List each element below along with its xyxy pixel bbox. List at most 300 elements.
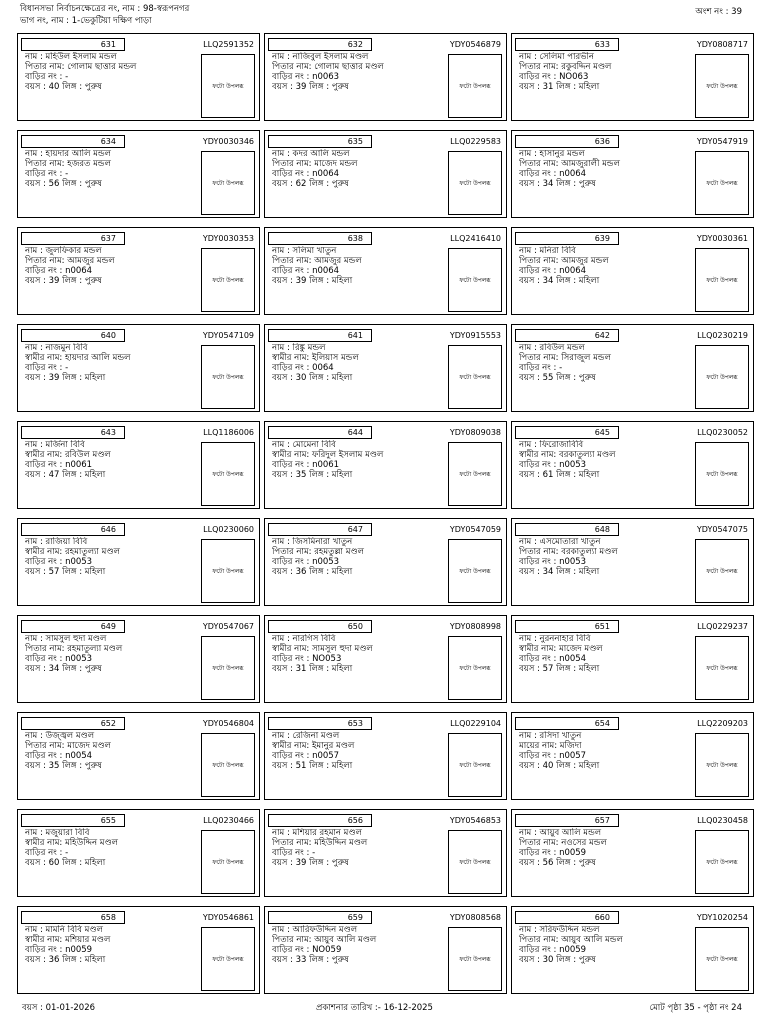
relation-name: পিতার নাম: মাজেদ মণ্ডল (25, 741, 111, 751)
epic-number: LLQ2591352 (203, 40, 254, 49)
epic-number: YDY0547067 (202, 622, 254, 631)
voter-name: নাম : হায়দার আলি মন্ডল (25, 149, 111, 159)
house-number: বাড়ির নং : NO063 (519, 72, 589, 82)
photo-label: ফটো উপলব্ধ (212, 276, 244, 284)
relation-name: স্বামীর নাম: সামসুল হুদা মণ্ডল (272, 644, 373, 654)
photo-box (201, 927, 255, 991)
photo-box (201, 442, 255, 506)
photo-label: ফটো উপলব্ধ (459, 858, 491, 866)
age-gender: বয়স : 34 লিঙ্গ : মহিলা (519, 276, 600, 286)
epic-number: LLQ1186006 (203, 428, 254, 437)
serial-number: 639 (515, 232, 619, 245)
voter-details (519, 440, 694, 480)
photo-box (695, 442, 749, 506)
age-gender: বয়স : 39 লিঙ্গ : পুরুষ (272, 82, 349, 92)
photo-label: ফটো উপলব্ধ (212, 567, 244, 575)
voter-details (519, 52, 694, 92)
voter-card (511, 809, 754, 897)
section-label: অংশ নং : 39 (695, 7, 742, 17)
epic-number: YDY0547109 (202, 331, 254, 340)
voter-name: নাম : মোমেনা বিবি (272, 440, 336, 450)
serial-number: 645 (515, 426, 619, 439)
serial-number: 631 (21, 38, 125, 51)
voter-card-grid (17, 33, 754, 994)
age-as-on-date: বয়স : 01-01-2026 (22, 1003, 96, 1013)
serial-number: 649 (21, 620, 125, 633)
voter-card (264, 227, 507, 315)
age-gender: বয়স : 39 লিঙ্গ : মহিলা (272, 276, 353, 286)
photo-box (448, 151, 502, 215)
epic-number: YDY0030346 (202, 137, 254, 146)
epic-number: YDY0546853 (449, 816, 501, 825)
photo-label: ফটো উপলব্ধ (706, 761, 738, 769)
voter-card (17, 809, 260, 897)
photo-label: ফটো উপলব্ধ (706, 470, 738, 478)
photo-label: ফটো উপলব্ধ (459, 761, 491, 769)
photo-label: ফটো উপলব্ধ (459, 470, 491, 478)
photo-box (695, 248, 749, 312)
photo-box (695, 733, 749, 797)
photo-box (448, 733, 502, 797)
voter-details (519, 246, 694, 286)
relation-name: স্বামীর নাম: ফরিদুল ইসলাম মণ্ডল (272, 450, 384, 460)
photo-box (201, 248, 255, 312)
voter-name: নাম : মর্জিনা বিবি (25, 440, 85, 450)
house-number: বাড়ির নং : n0057 (519, 751, 587, 761)
serial-number: 644 (268, 426, 372, 439)
house-number: বাড়ির নং : n0064 (272, 266, 340, 276)
epic-number: YDY0546861 (202, 913, 254, 922)
age-gender: বয়স : 56 লিঙ্গ : পুরুষ (519, 858, 596, 868)
serial-number: 648 (515, 523, 619, 536)
photo-label: ফটো উপলব্ধ (459, 276, 491, 284)
relation-name: পিতার নাম: আয়ুব আলি মন্ডল (519, 935, 623, 945)
age-gender: বয়স : 33 লিঙ্গ : পুরুষ (272, 955, 349, 965)
voter-name: নাম : সলিমা খাতুন (272, 246, 337, 256)
photo-box (201, 345, 255, 409)
age-gender: বয়স : 62 লিঙ্গ : পুরুষ (272, 179, 349, 189)
serial-number: 651 (515, 620, 619, 633)
serial-number: 654 (515, 717, 619, 730)
age-gender: বয়স : 36 লিঙ্গ : মহিলা (25, 955, 106, 965)
photo-box (695, 927, 749, 991)
voter-details (25, 440, 200, 480)
age-gender: বয়স : 39 লিঙ্গ : পুরুষ (272, 858, 349, 868)
voter-card (511, 324, 754, 412)
voter-name: নাম : রসিদা খাতুন (519, 731, 582, 741)
voter-details (272, 828, 447, 868)
serial-number: 635 (268, 135, 372, 148)
relation-name: পিতার নাম: রহমাতুল্যা মণ্ডল (25, 644, 123, 654)
voter-name: নাম : নারগিস বিবি (272, 634, 336, 644)
house-number: বাড়ির নং : - (25, 72, 69, 82)
epic-number: LLQ2209203 (697, 719, 748, 728)
voter-details (25, 731, 200, 771)
photo-label: ফটো উপলব্ধ (706, 276, 738, 284)
epic-number: LLQ2416410 (450, 234, 501, 243)
epic-number: YDY0547059 (449, 525, 501, 534)
epic-number: LLQ0230060 (203, 525, 254, 534)
relation-name: পিতার নাম: মহিউদ্দিন মণ্ডল (272, 838, 368, 848)
voter-details (519, 634, 694, 674)
voter-name: নাম : আরিফউদ্দিন মণ্ডল (272, 925, 358, 935)
age-gender: বয়স : 35 লিঙ্গ : মহিলা (272, 470, 353, 480)
voter-card (511, 227, 754, 315)
age-gender: বয়স : 31 লিঙ্গ : মহিলা (519, 82, 600, 92)
house-number: বাড়ির নং : n0053 (25, 557, 93, 567)
voter-details (272, 634, 447, 674)
voter-card (264, 324, 507, 412)
photo-label: ফটো উপলব্ধ (212, 373, 244, 381)
relation-name: পিতার নাম: আমজুর মন্ডল (25, 256, 115, 266)
voter-details (272, 731, 447, 771)
serial-number: 650 (268, 620, 372, 633)
house-number: বাড়ির নং : n0054 (25, 751, 93, 761)
age-gender: বয়স : 31 লিঙ্গ : মহিলা (272, 664, 353, 674)
relation-name: পিতার নাম: রহমতুল্লা মণ্ডল (272, 547, 364, 557)
house-number: বাড়ির নং : - (25, 363, 69, 373)
serial-number: 656 (268, 814, 372, 827)
house-number: বাড়ির নং : n0064 (272, 169, 340, 179)
house-number: বাড়ির নং : - (519, 363, 563, 373)
house-number: বাড়ির নং : - (25, 848, 69, 858)
age-gender: বয়স : 51 লিঙ্গ : মহিলা (272, 761, 353, 771)
age-gender: বয়স : 30 লিঙ্গ : পুরুষ (519, 955, 596, 965)
serial-number: 646 (21, 523, 125, 536)
voter-name: নাম : নাজিবুল ইসলাম মণ্ডল (272, 52, 369, 62)
voter-name: নাম : মনিরা বিবি (519, 246, 576, 256)
voter-name: নাম : রিঙ্কু মন্ডল (272, 343, 326, 353)
voter-name: নাম : সরিফউদ্দিন মন্ডল (519, 925, 600, 935)
voter-card (17, 324, 260, 412)
voter-card (17, 130, 260, 218)
photo-label: ফটো উপলব্ধ (706, 567, 738, 575)
photo-label: ফটো উপলব্ধ (459, 955, 491, 963)
voter-details (25, 149, 200, 189)
epic-number: YDY1020254 (696, 913, 748, 922)
voter-details (272, 52, 447, 92)
voter-name: নাম : এসমোতারা খাতুন (519, 537, 601, 547)
relation-name: পিতার নাম: সিরাজুল মন্ডল (519, 353, 611, 363)
relation-name: স্বামীর নাম: হায়দার আলি মন্ডল (25, 353, 131, 363)
voter-name: নাম : নুরননাহার বিবি (519, 634, 591, 644)
photo-box (448, 636, 502, 700)
relation-name: পিতার নাম: গোলাম ছাত্তার মন্ডল (25, 62, 137, 72)
epic-number: YDY0809038 (449, 428, 501, 437)
age-gender: বয়স : 60 লিঙ্গ : মহিলা (25, 858, 106, 868)
photo-box (695, 539, 749, 603)
voter-card (264, 809, 507, 897)
house-number: বাড়ির নং : n0063 (272, 72, 340, 82)
voter-card (511, 33, 754, 121)
voter-card (264, 421, 507, 509)
voter-details (272, 440, 447, 480)
constituency-line: বিধানসভা নির্বাচনক্ষেত্রের নং, নাম : 98-স্বরূপনগর (20, 4, 190, 14)
photo-label: ফটো উপলব্ধ (212, 761, 244, 769)
photo-box (695, 830, 749, 894)
photo-label: ফটো উপলব্ধ (706, 955, 738, 963)
voter-card (511, 712, 754, 800)
relation-name: স্বামীর নাম: বরকাতুল্যা মণ্ডল (519, 450, 616, 460)
house-number: বাড়ির নং : n0059 (25, 945, 93, 955)
voter-card (511, 518, 754, 606)
voter-name: নাম : মামনি বিবি মণ্ডল (25, 925, 103, 935)
relation-name: পিতার নাম: নওসের মন্ডল (519, 838, 607, 848)
house-number: বাড়ির নং : NO053 (272, 654, 342, 664)
house-number: বাড়ির নং : n0054 (519, 654, 587, 664)
voter-name: নাম : আয়ুব আলি মন্ডল (519, 828, 602, 838)
voter-details (519, 537, 694, 577)
photo-box (695, 54, 749, 118)
epic-number: YDY0030361 (696, 234, 748, 243)
house-number: বাড়ির নং : - (25, 169, 69, 179)
photo-box (695, 636, 749, 700)
voter-details (25, 634, 200, 674)
relation-name: পিতার নাম: আমজুর মন্ডল (519, 256, 609, 266)
relation-name: পিতার নাম: গোলাম ছাত্তার মণ্ডল (272, 62, 384, 72)
epic-number: LLQ0230052 (697, 428, 748, 437)
serial-number: 642 (515, 329, 619, 342)
voter-card (264, 33, 507, 121)
voter-card (511, 906, 754, 994)
photo-label: ফটো উপলব্ধ (212, 858, 244, 866)
page-count: মোট পৃষ্ঠা 35 - পৃষ্ঠা নং 24 (649, 1003, 742, 1013)
epic-number: YDY0915553 (449, 331, 501, 340)
voter-card (264, 906, 507, 994)
epic-number: YDY0808568 (449, 913, 501, 922)
photo-label: ফটো উপলব্ধ (706, 82, 738, 90)
photo-box (448, 345, 502, 409)
house-number: বাড়ির নং : NO059 (272, 945, 342, 955)
relation-name: স্বামীর নাম: ইলিয়াস মন্ডল (272, 353, 359, 363)
voter-name: নাম : রেজিনা মণ্ডল (272, 731, 340, 741)
voter-card (17, 518, 260, 606)
serial-number: 647 (268, 523, 372, 536)
photo-box (448, 54, 502, 118)
serial-number: 633 (515, 38, 619, 51)
age-gender: বয়স : 34 লিঙ্গ : মহিলা (519, 567, 600, 577)
photo-box (201, 830, 255, 894)
voter-details (272, 343, 447, 383)
voter-name: নাম : রবিউল মন্ডল (519, 343, 585, 353)
age-gender: বয়স : 39 লিঙ্গ : মহিলা (25, 373, 106, 383)
serial-number: 643 (21, 426, 125, 439)
voter-card (511, 615, 754, 703)
voter-details (519, 925, 694, 965)
relation-name: পিতার নাম: আয়ুব আলি মণ্ডল (272, 935, 377, 945)
age-gender: বয়স : 34 লিঙ্গ : পুরুষ (25, 664, 102, 674)
voter-name: নাম : মজুয়ারা বিবি (25, 828, 90, 838)
house-number: বাড়ির নং : n0061 (25, 460, 93, 470)
house-number: বাড়ির নং : n0057 (272, 751, 340, 761)
serial-number: 638 (268, 232, 372, 245)
house-number: বাড়ির নং : n0059 (519, 848, 587, 858)
house-number: বাড়ির নং : n0053 (519, 460, 587, 470)
voter-details (519, 828, 694, 868)
photo-label: ফটো উপলব্ধ (212, 82, 244, 90)
house-number: বাড়ির নং : n0064 (25, 266, 93, 276)
house-number: বাড়ির নং : n0059 (519, 945, 587, 955)
voter-name: নাম : উজ্জ্বল মণ্ডল (25, 731, 95, 741)
voter-details (25, 343, 200, 383)
voter-name: নাম : মহিউল ইসলাম মন্ডল (25, 52, 117, 62)
serial-number: 660 (515, 911, 619, 924)
photo-label: ফটো উপলব্ধ (706, 179, 738, 187)
voter-details (272, 925, 447, 965)
epic-number: LLQ0229104 (450, 719, 501, 728)
photo-label: ফটো উপলব্ধ (459, 664, 491, 672)
voter-details (25, 925, 200, 965)
epic-number: YDY0547919 (696, 137, 748, 146)
epic-number: YDY0808998 (449, 622, 501, 631)
serial-number: 637 (21, 232, 125, 245)
age-gender: বয়স : 39 লিঙ্গ : পুরুষ (25, 276, 102, 286)
photo-box (448, 830, 502, 894)
relation-name: পিতার নাম: মাজেদ মন্ডল (272, 159, 358, 169)
voter-name: নাম : জিসমিনারা খাতুন (272, 537, 353, 547)
photo-box (695, 151, 749, 215)
voter-card (511, 130, 754, 218)
epic-number: YDY0030353 (202, 234, 254, 243)
voter-card (17, 421, 260, 509)
voter-card (264, 518, 507, 606)
voter-card (17, 712, 260, 800)
relation-name: স্বামীর নাম: মশিয়ার মণ্ডল (25, 935, 111, 945)
epic-number: YDY0546879 (449, 40, 501, 49)
photo-label: ফটো উপলব্ধ (212, 664, 244, 672)
serial-number: 659 (268, 911, 372, 924)
age-gender: বয়স : 47 লিঙ্গ : মহিলা (25, 470, 106, 480)
age-gender: বয়স : 30 লিঙ্গ : মহিলা (272, 373, 353, 383)
relation-name: স্বামীর নাম: মহিউদ্দিন মণ্ডল (25, 838, 118, 848)
photo-box (695, 345, 749, 409)
epic-number: YDY0546804 (202, 719, 254, 728)
voter-details (519, 731, 694, 771)
voter-details (519, 149, 694, 189)
epic-number: YDY0547075 (696, 525, 748, 534)
photo-label: ফটো উপলব্ধ (706, 664, 738, 672)
house-number: বাড়ির নং : n0053 (272, 557, 340, 567)
serial-number: 658 (21, 911, 125, 924)
serial-number: 634 (21, 135, 125, 148)
house-number: বাড়ির নং : - (272, 848, 316, 858)
serial-number: 652 (21, 717, 125, 730)
voter-card (511, 421, 754, 509)
relation-name: পিতার নাম: আমজুর মন্ডল (272, 256, 362, 266)
age-gender: বয়স : 36 লিঙ্গ : মহিলা (272, 567, 353, 577)
voter-details (25, 52, 200, 92)
epic-number: LLQ0229583 (450, 137, 501, 146)
serial-number: 657 (515, 814, 619, 827)
voter-card (264, 130, 507, 218)
relation-name: স্বামীর নাম: ইমানুর মণ্ডল (272, 741, 355, 751)
voter-details (519, 343, 694, 383)
serial-number: 641 (268, 329, 372, 342)
photo-label: ফটো উপলব্ধ (459, 82, 491, 90)
voter-name: নাম : সেলিমা পারভীন (519, 52, 594, 62)
relation-name: পিতার নাম: রকুবদ্দিন মণ্ডল (519, 62, 612, 72)
age-gender: বয়স : 40 লিঙ্গ : পুরুষ (25, 82, 102, 92)
relation-name: স্বামীর নাম: মাজেদ মণ্ডল (519, 644, 603, 654)
photo-box (201, 539, 255, 603)
house-number: বাড়ির নং : n0053 (519, 557, 587, 567)
voter-name: নাম : রাজিয়া বিবি (25, 537, 88, 547)
voter-name: নাম : সামসুল হুদা মণ্ডল (25, 634, 107, 644)
photo-box (201, 54, 255, 118)
epic-number: LLQ0229237 (697, 622, 748, 631)
voter-card (17, 906, 260, 994)
voter-details (272, 537, 447, 577)
age-gender: বয়স : 40 লিঙ্গ : মহিলা (519, 761, 600, 771)
photo-box (448, 248, 502, 312)
relation-name: পিতার নাম: হজরত মন্ডল (25, 159, 111, 169)
voter-card (264, 615, 507, 703)
voter-name: নাম : নাজমুন বিবি (25, 343, 88, 353)
epic-number: LLQ0230219 (697, 331, 748, 340)
serial-number: 636 (515, 135, 619, 148)
photo-box (448, 442, 502, 506)
voter-card (17, 33, 260, 121)
voter-details (272, 246, 447, 286)
photo-label: ফটো উপলব্ধ (212, 470, 244, 478)
age-gender: বয়স : 55 লিঙ্গ : পুরুষ (519, 373, 596, 383)
voter-card (264, 712, 507, 800)
voter-details (272, 149, 447, 189)
part-line: ভাগ নং, নাম : 1-ভেকুটিয়া দক্ষিণ পাড়া (20, 16, 152, 26)
voter-card (17, 615, 260, 703)
house-number: বাড়ির নং : n0053 (25, 654, 93, 664)
relation-name: মায়ের নাম: মজিদা (519, 741, 582, 751)
voter-card (17, 227, 260, 315)
age-gender: বয়স : 57 লিঙ্গ : মহিলা (25, 567, 106, 577)
relation-name: পিতার নাম: আমজুরালী মন্ডল (519, 159, 620, 169)
photo-label: ফটো উপলব্ধ (459, 567, 491, 575)
relation-name: স্বামীর নাম: রবিউল মণ্ডল (25, 450, 111, 460)
photo-label: ফটো উপলব্ধ (459, 179, 491, 187)
epic-number: LLQ0230466 (203, 816, 254, 825)
voter-details (25, 537, 200, 577)
serial-number: 632 (268, 38, 372, 51)
photo-box (201, 733, 255, 797)
photo-label: ফটো উপলব্ধ (212, 179, 244, 187)
voter-details (25, 828, 200, 868)
epic-number: LLQ0230458 (697, 816, 748, 825)
voter-details (25, 246, 200, 286)
voter-name: নাম : কদর আলি মন্ডল (272, 149, 350, 159)
photo-label: ফটো উপলব্ধ (212, 955, 244, 963)
voter-name: নাম : মশিয়ার রহমান মণ্ডল (272, 828, 362, 838)
house-number: বাড়ির নং : 0064 (272, 363, 334, 373)
age-gender: বয়স : 61 লিঙ্গ : মহিলা (519, 470, 600, 480)
house-number: বাড়ির নং : n0064 (519, 266, 587, 276)
age-gender: বয়স : 34 লিঙ্গ : পুরুষ (519, 179, 596, 189)
photo-label: ফটো উপলব্ধ (706, 858, 738, 866)
age-gender: বয়স : 56 লিঙ্গ : পুরুষ (25, 179, 102, 189)
serial-number: 655 (21, 814, 125, 827)
epic-number: YDY0808717 (696, 40, 748, 49)
voter-name: নাম : ফিরোজাবিবি (519, 440, 584, 450)
publication-date: প্রকাশনার তারিখ :- 16-12-2025 (316, 1003, 433, 1013)
photo-box (201, 636, 255, 700)
voter-name: নাম : হাসানুর মন্ডল (519, 149, 585, 159)
age-gender: বয়স : 35 লিঙ্গ : পুরুষ (25, 761, 102, 771)
voter-name: নাম : জুলফিকার মন্ডল (25, 246, 102, 256)
serial-number: 640 (21, 329, 125, 342)
relation-name: স্বামীর নাম: রহমাতুল্যা মণ্ডল (25, 547, 120, 557)
house-number: বাড়ির নং : n0061 (272, 460, 340, 470)
photo-box (448, 539, 502, 603)
age-gender: বয়স : 57 লিঙ্গ : মহিলা (519, 664, 600, 674)
